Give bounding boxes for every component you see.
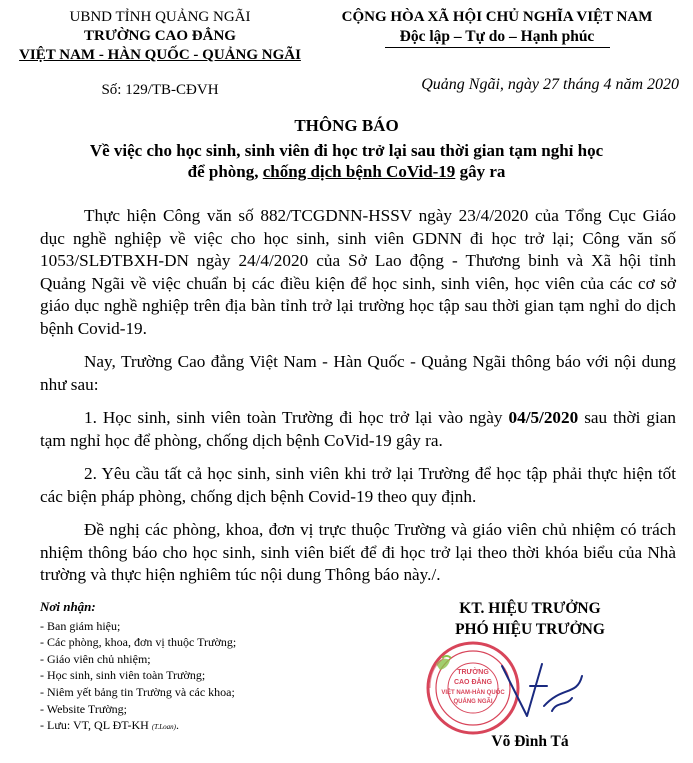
document-title: THÔNG BÁO [294, 116, 399, 135]
recipient-item: - Giáo viên chủ nhiệm; [40, 651, 151, 666]
signer-name: Võ Đình Tá [491, 733, 569, 750]
document-number: Số: 129/TB-CĐVH [101, 82, 219, 98]
document-date: Quảng Ngãi, ngày 27 tháng 4 năm 2020 [421, 76, 679, 93]
seal-text-3: VIỆT NAM-HÀN QUỐC [441, 690, 505, 696]
school-name-line1: TRƯỜNG CAO ĐẲNG [84, 28, 236, 44]
recipient-item: - Học sinh, sinh viên toàn Trường; [40, 668, 206, 683]
country-name: CỘNG HÒA XÃ HỘI CHỦ NGHĨA VIỆT NAM [341, 9, 653, 25]
recipient-item: - Niêm yết bảng tin Trường và các khoa; [40, 684, 235, 699]
subtitle-line1: Về việc cho học sinh, sinh viên đi học trở lại sau thời gian tạm nghỉ học [89, 141, 604, 160]
document-subtitle [0, 140, 693, 182]
document-body [40, 205, 676, 598]
subtitle-line2-a: để phòng, [187, 162, 263, 181]
national-motto: Độc lập – Tự do – Hạnh phúc [399, 28, 595, 45]
body-paragraph-1: Thực hiện Công văn số 882/TCGDNN-HSSV ngày 23/4/2020 của Tổng Cục Giáo dục nghề nghiệp về việc cho học sinh, sinh viên GDNN đi học trở lại; Công văn số 1053/SLĐTBXH-DN ngày 24/4/2020 của Sở Lao động - Thương binh và Xã hội tỉnh Quảng Ngãi về việc chuẩn bị các điều kiện để học sinh, sinh viên, học viên của các cơ sở giáo dục nghề nghiệp trên địa bàn tỉnh trở lại trường học tập sau thời gian tạm nghỉ do dịch bệnh Covid-19. [40, 206, 676, 338]
recipients-title: Nơi nhận: [40, 599, 96, 614]
subtitle-line2 [0, 161, 693, 182]
recipient-item-archive [40, 717, 400, 736]
paragraph-3-a: 1. Học sinh, sinh viên toàn Trường đi học trở lại vào ngày [84, 408, 509, 427]
recipient-item: - Các phòng, khoa, đơn vị thuộc Trường; [40, 635, 237, 650]
body-paragraph-5: Đề nghị các phòng, khoa, đơn vị trực thuộc Trường và giáo viên chủ nhiệm có trách nhiệm thông báo cho học sinh, sinh viên biết để đi học trở lại theo thời khóa biểu của Nhà trường và thực hiện nghiêm túc nội dung Thông báo này./. [40, 520, 676, 584]
issuing-authority-header [10, 8, 310, 100]
recipient-item: - Ban giám hiệu; [40, 618, 121, 633]
subtitle-line2-b: chống dịch bệnh CoVid-19 [262, 162, 456, 181]
return-date: 04/5/2020 [508, 408, 579, 427]
body-paragraph-4: 2. Yêu cầu tất cả học sinh, sinh viên khi trở lại Trường để học tập phải thực hiện tốt các biện pháp phòng, chống dịch bệnh Covid-19 theo quy định. [40, 464, 676, 506]
sign-title-1: KT. HIỆU TRƯỞNG [459, 600, 601, 617]
national-header [312, 8, 682, 48]
authority-line: UBND TỈNH QUẢNG NGÃI [69, 9, 251, 25]
seal-text-4: QUẢNG NGÃI [453, 699, 493, 705]
seal-text-1: TRƯỜNG [457, 669, 489, 676]
school-name-line2-text: VIỆT NAM - HÀN QUỐC - QUẢNG NGÃI [19, 47, 301, 63]
archive-end: . [176, 718, 180, 733]
recipient-item: - Website Trường; [40, 701, 128, 716]
recipients-block [40, 599, 400, 736]
body-paragraph-3 [40, 407, 676, 452]
school-name-line2 [10, 46, 310, 65]
archive-initials: (T.Loan) [151, 723, 177, 732]
subtitle-line2-c: gây ra [455, 162, 506, 181]
motto-underline [385, 47, 610, 48]
sign-title-2: PHÓ HIỆU TRƯỞNG [455, 621, 605, 638]
archive-main: - Lưu: VT, QL ĐT-KH [40, 718, 152, 733]
seal-text-2: CAO ĐẲNG [453, 679, 493, 686]
handwritten-signature-icon [482, 656, 592, 726]
signature-block [400, 598, 660, 640]
paragraph-3-c: sau thời gian tạm nghỉ học để phòng, chống dịch bệnh CoVid-19 gây ra. [40, 408, 676, 450]
body-paragraph-2: Nay, Trường Cao đẳng Việt Nam - Hàn Quốc - Quảng Ngãi thông báo với nội dung như sau: [40, 352, 676, 394]
